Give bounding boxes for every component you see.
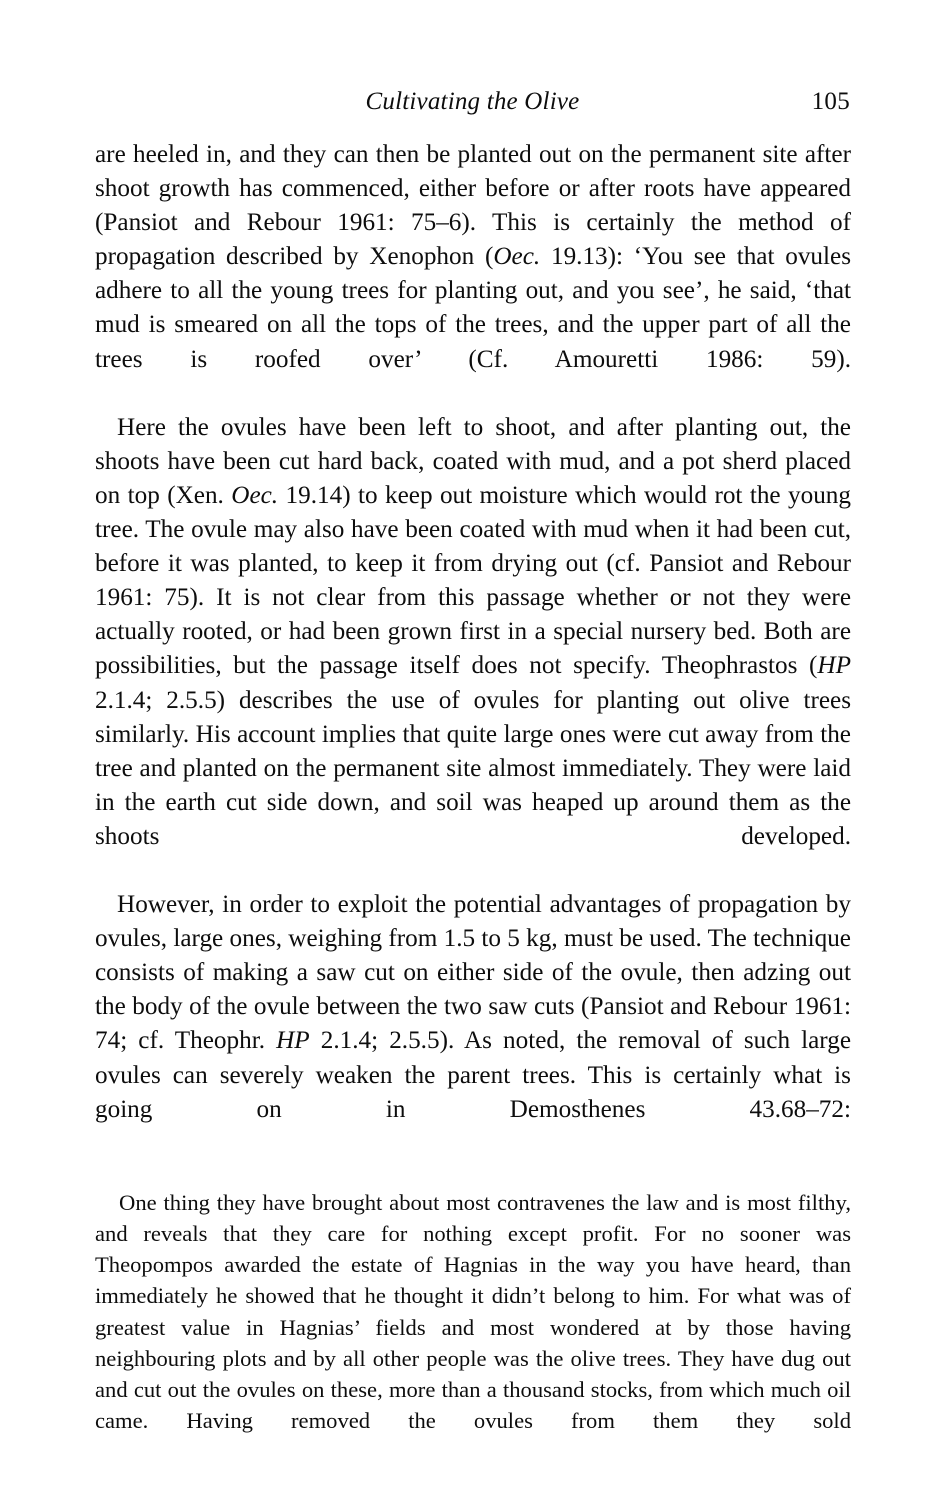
- body-paragraphs: [95, 138, 851, 1161]
- para-1: are heeled in, and they can then be planted out on the permanent site after shoot growth has commenced, either before or after roots have appeared (Pansiot and Rebour 1961: 75–6). This is certainly the method of propagation described by Xenophon (Oec. 19.13): ‘You see that ovules adhere to all the young trees for planting out, and you see’, he said, ‘that mud is smeared on all the tops of the trees, and the upper part of all the trees is roofed over’ (Cf. Amouretti 1986: 59).: [95, 141, 851, 373]
- block-quotation: [95, 1187, 851, 1468]
- para-2: Here the ovules have been left to shoot, and after planting out, the shoots have been cut hard back, coated with mud, and a pot sherd placed on top (Xen. Oec. 19.14) to keep out moisture which would rot the young tree. The ovule may also have been coated with mud when it had been cut, before it was planted, to keep it from drying out (cf. Pansiot and Rebour 1961: 75). It is not clear from this passage whether or not they were actually rooted, or had been grown first in a special nursery bed. Both are possibilities, but the passage itself does not specify. Theophrastos (HP 2.1.4; 2.5.5) describes the use of ovules for planting out olive trees similarly. His account implies that quite large ones were cut away from the tree and planted on the permanent site almost immediately. They were laid in the earth cut side down, and soil was heaped up around them as the shoots developed.: [95, 413, 851, 850]
- text-block: [95, 138, 851, 1468]
- quote-1: One thing they have brought about most contravenes the law and is most filthy, and reveals that they care for nothing except profit. For no sooner was Theopompos awarded the estate of Hagnias in the way you have heard, than immediately he showed that he thought it didn’t belong to him. For what was of greatest value in Hagnias’ fields and most wondered at by those having neighbouring plots and by all other people was the olive trees. They have dug out and cut out the ovules on these, more than a thousand stocks, from which much oil came. Having removed the ovules from them they sold: [95, 1189, 851, 1434]
- running-head-title: Cultivating the Olive: [365, 88, 580, 115]
- para-3: However, in order to exploit the potential advantages of propagation by ovules, large ones, weighing from 1.5 to 5 kg, must be used. The technique consists of making a saw cut on either side of the ovule, then adzing out the body of the ovule between the two saw cuts (Pansiot and Rebour 1961: 74; cf. Theophr. HP 2.1.4; 2.5.5). As noted, the removal of such large ovules can severely weaken the parent trees. This is certainly what is going on in Demosthenes 43.68–72:: [95, 891, 851, 1123]
- page-number: 105: [811, 88, 850, 115]
- citation-title: Oec.: [231, 481, 279, 509]
- running-head: [95, 88, 850, 122]
- citation-title: HP: [817, 652, 851, 680]
- citation-title: Oec.: [493, 243, 541, 271]
- citation-title: HP: [276, 1027, 310, 1055]
